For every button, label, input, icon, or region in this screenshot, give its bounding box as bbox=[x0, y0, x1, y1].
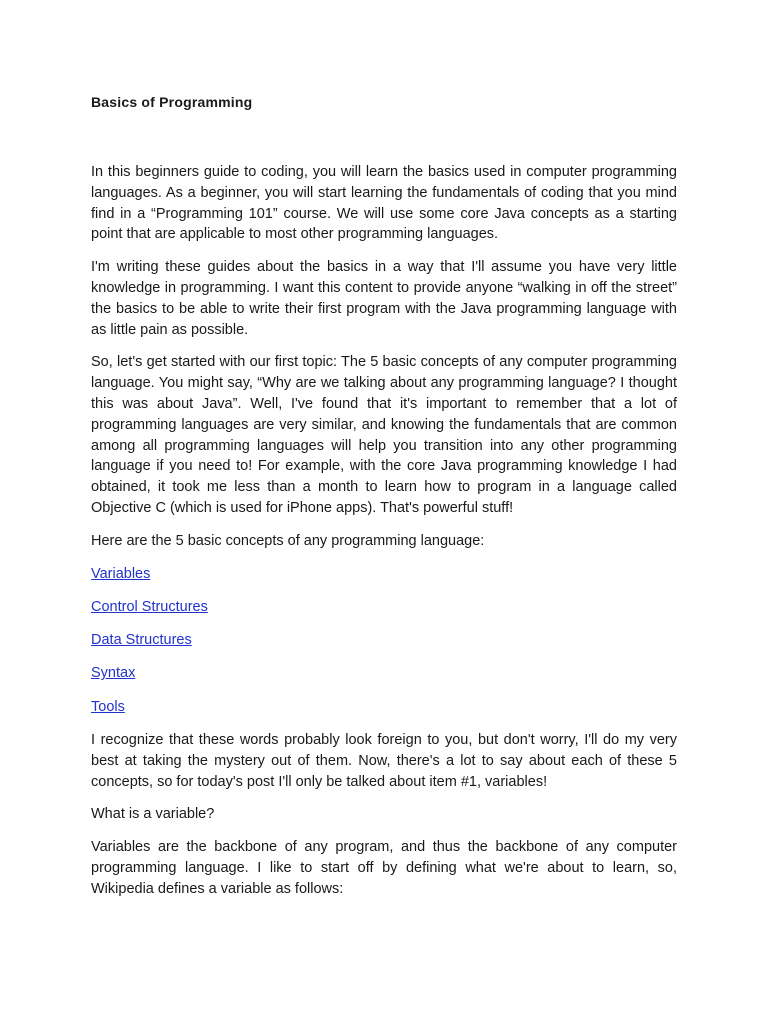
link-control-structures[interactable]: Control Structures bbox=[91, 598, 208, 615]
variables-definition-paragraph: Variables are the backbone of any program, and thus the backbone of any computer programming language. I like to start off by defining what we're about to learn, so, Wikipedia defines a variable as follows: bbox=[91, 839, 677, 897]
link-syntax[interactable]: Syntax bbox=[91, 665, 136, 682]
concepts-link-list bbox=[91, 564, 677, 718]
intro-paragraph-2: I'm writing these guides about the basics in a way that I'll assume you have very little knowledge in programming. I want this content to provide anyone “walking in off the street” the basics to be able to write their first program with the Java programming language with as little pain as possible. bbox=[91, 259, 677, 338]
list-item bbox=[91, 663, 677, 684]
concepts-lead-in: Here are the 5 basic concepts of any programming language: bbox=[91, 532, 485, 549]
intro-paragraph-1: In this beginners guide to coding, you will learn the basics used in computer programming languages. As a beginner, you will start learning the fundamentals of coding that you mind find in a “Programming 101” course. We will use some core Java concepts as a starting point that are applicable to most other programming languages. bbox=[91, 164, 677, 243]
list-item bbox=[91, 597, 677, 618]
list-item bbox=[91, 564, 677, 585]
link-variables[interactable]: Variables bbox=[91, 565, 151, 582]
recognize-paragraph: I recognize that these words probably look foreign to you, but don't worry, I'll do my very best at taking the mystery out of them. Now, there's a lot to say about each of these 5 concepts, so for today's post I'll only be talked about item #1, variables! bbox=[91, 732, 677, 790]
document-page bbox=[91, 94, 677, 912]
intro-paragraph-3: So, let's get started with our first topic: The 5 basic concepts of any computer programming language. You might say, “Why are we talking about any programming language? I thought this was about Java”. Well, I've found that it's important to remember that a lot of programming languages are very similar, and knowing the fundamentals that are common among all programming languages will help you transition into any other programming language if you need to! For example, with the core Java programming knowledge I had obtained, it took me less than a month to learn how to program in a language called Objective C (which is used for iPhone apps). That's powerful stuff! bbox=[91, 354, 677, 516]
list-item bbox=[91, 630, 677, 651]
list-item bbox=[91, 697, 677, 718]
document-title: Basics of Programming bbox=[91, 94, 253, 110]
link-tools[interactable]: Tools bbox=[91, 698, 125, 715]
link-data-structures[interactable]: Data Structures bbox=[91, 632, 192, 649]
variable-question: What is a variable? bbox=[91, 806, 215, 823]
